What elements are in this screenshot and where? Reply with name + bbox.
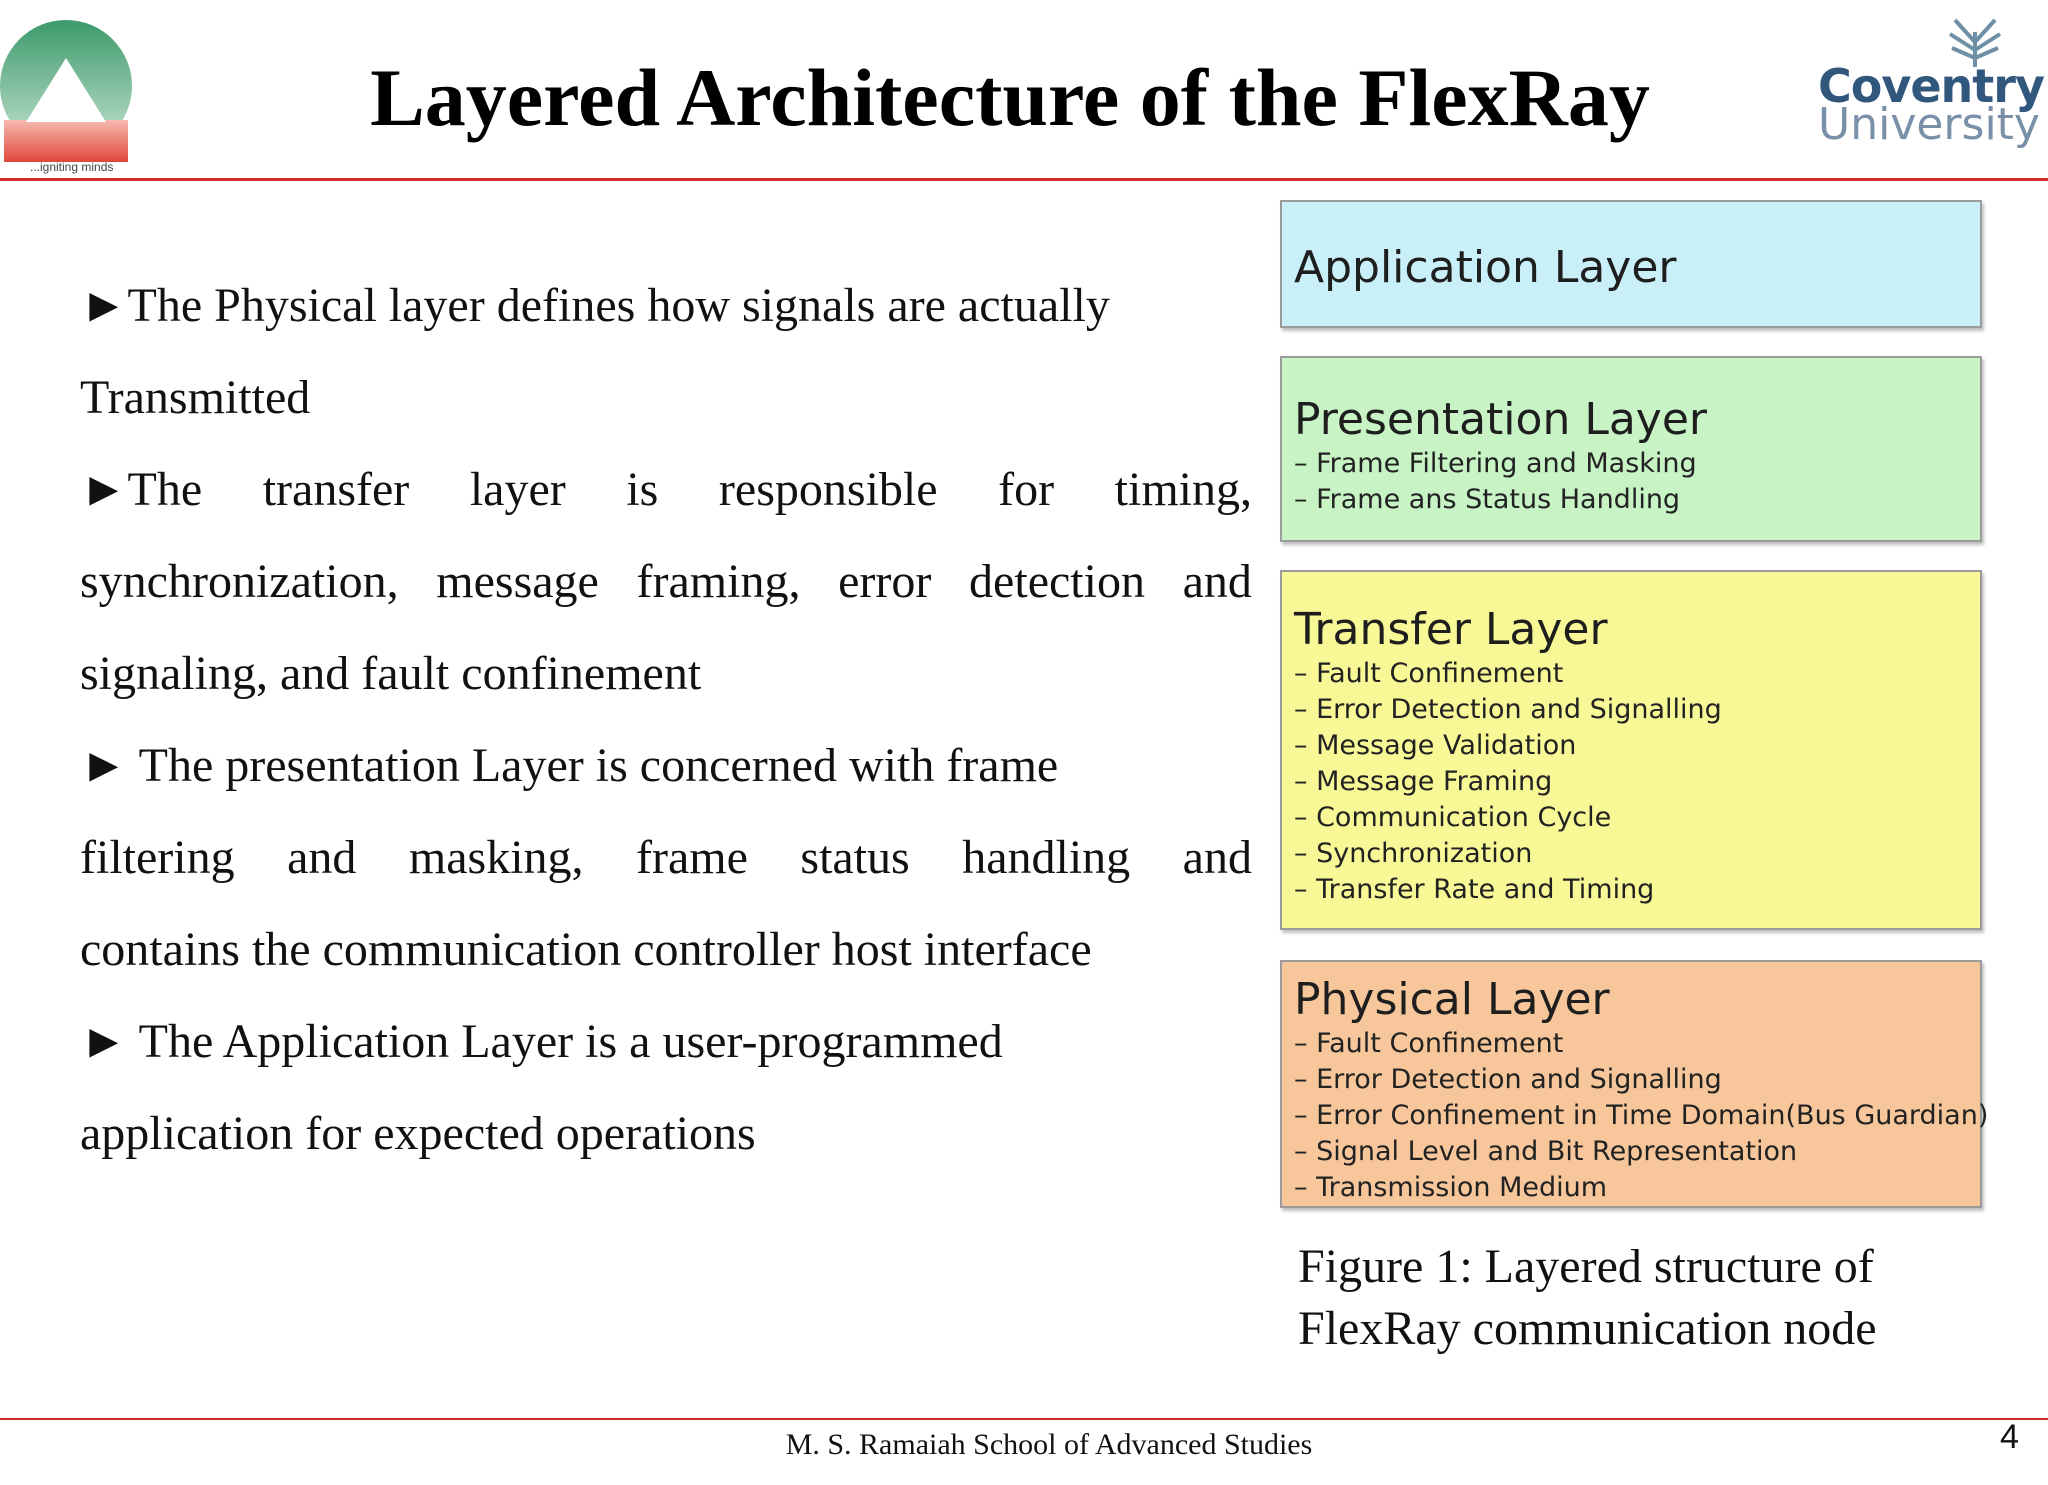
footer-institution: M. S. Ramaiah School of Advanced Studies	[785, 1428, 1313, 1461]
layer-item: – Signal Level and Bit Representation	[1294, 1136, 1798, 1167]
layer-item: – Transfer Rate and Timing	[1294, 874, 1655, 905]
text-line: contains the communication controller host interface	[80, 923, 1092, 976]
layer-item: – Error Confinement in Time Domain(Bus Guardian)	[1294, 1100, 1989, 1131]
word: and	[1182, 555, 1252, 608]
word: layer	[469, 463, 566, 516]
layer-title: Application Layer	[1294, 242, 1677, 293]
text-line: application for expected operations	[80, 1107, 756, 1160]
logo-word-coventry: Coventry	[1818, 59, 2044, 113]
text-line: signaling, and fault confinement	[80, 647, 702, 700]
logo-tagline: ...igniting minds	[30, 160, 114, 174]
text-line: ► The presentation Layer is concerned with frame	[80, 739, 1059, 792]
layer-item: – Frame Filtering and Masking	[1294, 448, 1697, 479]
text-line-justified	[80, 536, 1252, 628]
word: filtering	[80, 831, 235, 884]
layer-item: – Fault Confinement	[1294, 1028, 1564, 1059]
text-line: ► The Application Layer is a user-programmed	[80, 1015, 1003, 1068]
figure-caption	[1298, 1236, 1998, 1360]
layer-item: – Error Detection and Signalling	[1294, 1064, 1722, 1095]
physical-layer-box	[1280, 960, 1989, 1208]
layer-title: Transfer Layer	[1294, 604, 1608, 655]
layer-item: – Communication Cycle	[1294, 802, 1612, 833]
coventry-university-logo	[1812, 8, 2044, 150]
layer-item: – Frame ans Status Handling	[1294, 484, 1681, 515]
word: is	[626, 463, 659, 516]
word: for	[998, 463, 1055, 516]
word: detection	[969, 555, 1145, 608]
text-line: ►The Physical layer defines how signals are actually	[80, 279, 1110, 332]
header-divider	[0, 178, 2048, 181]
layer-item: – Error Detection and Signalling	[1294, 694, 1722, 725]
logo-word-university: University	[1818, 99, 2040, 150]
caption-line: Figure 1: Layered structure of	[1298, 1240, 1874, 1293]
word: synchronization,	[80, 555, 399, 608]
application-layer-box	[1280, 200, 1982, 328]
word: masking,	[408, 831, 584, 884]
word: timing,	[1114, 463, 1252, 516]
layer-item: – Fault Confinement	[1294, 658, 1564, 689]
word: handling	[962, 831, 1131, 884]
layer-item: – Transmission Medium	[1294, 1172, 1608, 1203]
text-line-justified	[80, 444, 1252, 536]
word: and	[287, 831, 357, 884]
word: transfer	[262, 463, 410, 516]
text-line-justified	[80, 812, 1252, 904]
page-number: 4	[2000, 1418, 2019, 1456]
word: responsible	[718, 463, 938, 516]
caption-line: FlexRay communication node	[1298, 1302, 1877, 1355]
presentation-layer-box	[1280, 356, 1982, 542]
body-text	[80, 260, 1252, 1180]
layer-title: Physical Layer	[1294, 974, 1610, 1025]
layer-title: Presentation Layer	[1294, 394, 1707, 445]
page-title: Layered Architecture of the FlexRay	[370, 52, 1650, 143]
word: error	[838, 555, 932, 608]
footer-divider	[0, 1418, 2048, 1420]
word: frame	[636, 831, 748, 884]
layer-item: – Message Framing	[1294, 766, 1553, 797]
word: ►The	[80, 463, 203, 516]
word: status	[800, 831, 910, 884]
text-line: Transmitted	[80, 371, 311, 424]
transfer-layer-box	[1280, 570, 1982, 930]
layer-item: – Message Validation	[1294, 730, 1577, 761]
word: framing,	[636, 555, 801, 608]
layer-item: – Synchronization	[1294, 838, 1533, 869]
word: and	[1182, 831, 1252, 884]
ramaiah-logo	[0, 10, 136, 175]
word: message	[436, 555, 599, 608]
